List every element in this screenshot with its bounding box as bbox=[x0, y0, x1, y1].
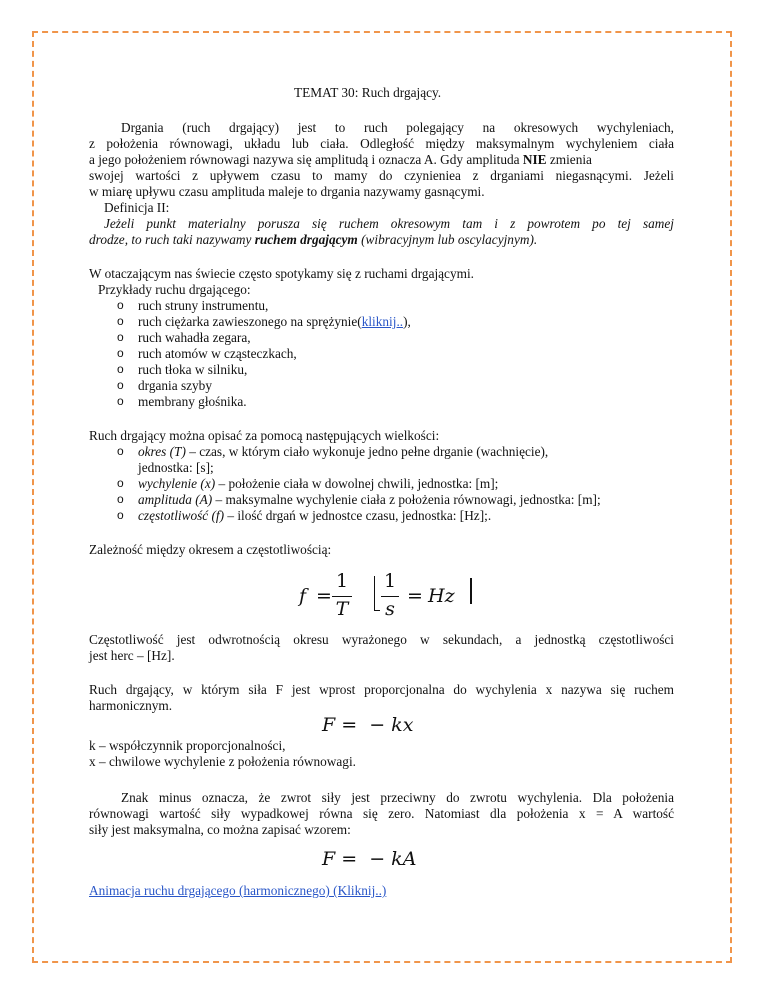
harmonic-line-1: Ruch drgający, w którym siła F jest wprost proporcjonalna do wychylenia x nazywa się ruchem bbox=[89, 682, 674, 697]
bullet: o bbox=[117, 394, 124, 408]
quantity-term: częstotliwość (f) bbox=[138, 508, 225, 523]
definition-label: Definicja II: bbox=[104, 200, 170, 215]
intro-bold-nie: NIE bbox=[522, 152, 547, 167]
quantity-term: okres (T) bbox=[138, 444, 186, 459]
bullet: o bbox=[117, 444, 124, 458]
definition-line-2-post: (wibracyjnym lub oscylacyjnym). bbox=[361, 232, 538, 247]
page-title: TEMAT 30: Ruch drgający. bbox=[294, 85, 442, 100]
quantity-term: wychylenie (x) bbox=[138, 476, 216, 491]
example-item: drgania szyby bbox=[138, 378, 212, 393]
definition-line-2-pre: drodze, to ruch taki nazywamy bbox=[89, 232, 252, 247]
unit-equals: = bbox=[407, 585, 423, 607]
definition-line-1: Jeżeli punkt materialny porusza się ruchem okresowym tam i z powrotem po tej samej bbox=[104, 216, 674, 231]
frequency-line-2: jest herc – [Hz]. bbox=[89, 648, 175, 663]
example-item bbox=[138, 314, 411, 330]
unit-denominator: s bbox=[385, 598, 395, 620]
legend-x: x – chwilowe wychylenie z położenia równowagi. bbox=[89, 754, 356, 769]
intro-line-4: swojej wartości z upływem czasu to mamy do czynieniea z drganiami niegasnącymi. Jeżeli bbox=[89, 168, 674, 183]
formula-harmonic: F = − kx bbox=[322, 714, 414, 736]
unit-numerator: 1 bbox=[383, 570, 397, 592]
quantity-term: amplituda (A) bbox=[138, 492, 213, 507]
formula-denominator: T bbox=[335, 598, 349, 620]
bullet: o bbox=[117, 298, 124, 312]
relation-heading: Zależność między okresem a częstotliwością: bbox=[89, 542, 332, 557]
example-item-suffix: ), bbox=[403, 314, 411, 329]
intro-line-1: Drgania (ruch drgający) jest to ruch polegający na okresowych wychyleniach, bbox=[121, 120, 674, 135]
minus-line-2: równowagi wartość siły wypadkowej równa się zero. Natomiast dla położenia x = A wartość bbox=[89, 806, 674, 821]
example-item: ruch atomów w cząsteczkach, bbox=[138, 346, 297, 361]
bullet: o bbox=[117, 346, 124, 360]
intro-line-3-end: zmienia bbox=[549, 152, 592, 167]
formula-equals: = bbox=[316, 585, 332, 607]
example-item: membrany głośnika. bbox=[138, 394, 247, 409]
formula-f: f bbox=[299, 585, 307, 607]
unit-bracket-left bbox=[374, 576, 380, 611]
bullet: o bbox=[117, 492, 124, 506]
minus-line-3: siły jest maksymalna, co można zapisać wzorem: bbox=[89, 822, 351, 837]
spring-link[interactable]: kliknij.. bbox=[361, 314, 404, 329]
examples-lead: W otaczającym nas świecie często spotykamy się z ruchami drgającymi. bbox=[89, 266, 474, 281]
example-item: ruch wahadła zegara, bbox=[138, 330, 251, 345]
definition-bold: ruchem drgającym bbox=[254, 232, 358, 247]
quantity-item bbox=[138, 476, 498, 492]
intro-line-3 bbox=[89, 152, 674, 168]
formula-max-force: F = − kA bbox=[322, 848, 417, 870]
minus-line-1: Znak minus oznacza, że zwrot siły jest przeciwny do zwrotu wychylenia. Dla położenia bbox=[121, 790, 674, 805]
legend-k: k – współczynnik proporcjonalności, bbox=[89, 738, 286, 753]
unit-bracket-right bbox=[470, 578, 472, 604]
quantity-text: – ilość drgań w jednostce czasu, jednostka: [Hz];. bbox=[224, 508, 492, 523]
examples-heading: Przykłady ruchu drgającego: bbox=[98, 282, 251, 297]
quantity-text: – położenie ciała w dowolnej chwili, jednostka: [m]; bbox=[215, 476, 499, 491]
bullet: o bbox=[117, 330, 124, 344]
bullet: o bbox=[117, 362, 124, 376]
definition-line-2 bbox=[89, 232, 537, 248]
quantities-lead: Ruch drgający można opisać za pomocą następujących wielkości: bbox=[89, 428, 440, 443]
quantity-item-cont: jednostka: [s]; bbox=[138, 460, 214, 475]
bullet: o bbox=[117, 476, 124, 490]
quantity-item bbox=[138, 508, 491, 524]
example-item-text: ruch ciężarka zawieszonego na sprężynie( bbox=[138, 314, 362, 329]
quantity-text: – maksymalne wychylenie ciała z położenia równowagi, jednostka: [m]; bbox=[212, 492, 601, 507]
intro-line-2: z położenia równowagi, układu lub ciała. Odległość między maksymalnym wychyleniem ciała bbox=[89, 136, 674, 151]
animation-link[interactable]: Animacja ruchu drgającego (harmonicznego) (Kliknij..) bbox=[89, 883, 387, 898]
intro-line-5: w miarę upływu czasu amplituda maleje to drgania nazywamy gasnącymi. bbox=[89, 184, 485, 199]
animation-link-wrap bbox=[89, 883, 386, 899]
harmonic-line-2: harmonicznym. bbox=[89, 698, 173, 713]
intro-line-3-text: a jego położeniem równowagi nazywa się amplitudą i oznacza A. Gdy amplituda bbox=[89, 152, 520, 167]
bullet: o bbox=[117, 378, 124, 392]
unit-hz: Hz bbox=[428, 585, 455, 607]
frequency-line-1: Częstotliwość jest odwrotnością okresu wyrażonego w sekundach, a jednostką częstotliwości bbox=[89, 632, 674, 647]
quantity-item bbox=[138, 492, 601, 508]
bullet: o bbox=[117, 508, 124, 522]
quantity-item bbox=[138, 444, 548, 460]
example-item: ruch tłoka w silniku, bbox=[138, 362, 248, 377]
formula-numerator: 1 bbox=[335, 570, 349, 592]
example-item: ruch struny instrumentu, bbox=[138, 298, 269, 313]
quantity-text: – czas, w którym ciało wykonuje jedno pełne drganie (wachnięcie), bbox=[185, 444, 549, 459]
bullet: o bbox=[117, 314, 124, 328]
